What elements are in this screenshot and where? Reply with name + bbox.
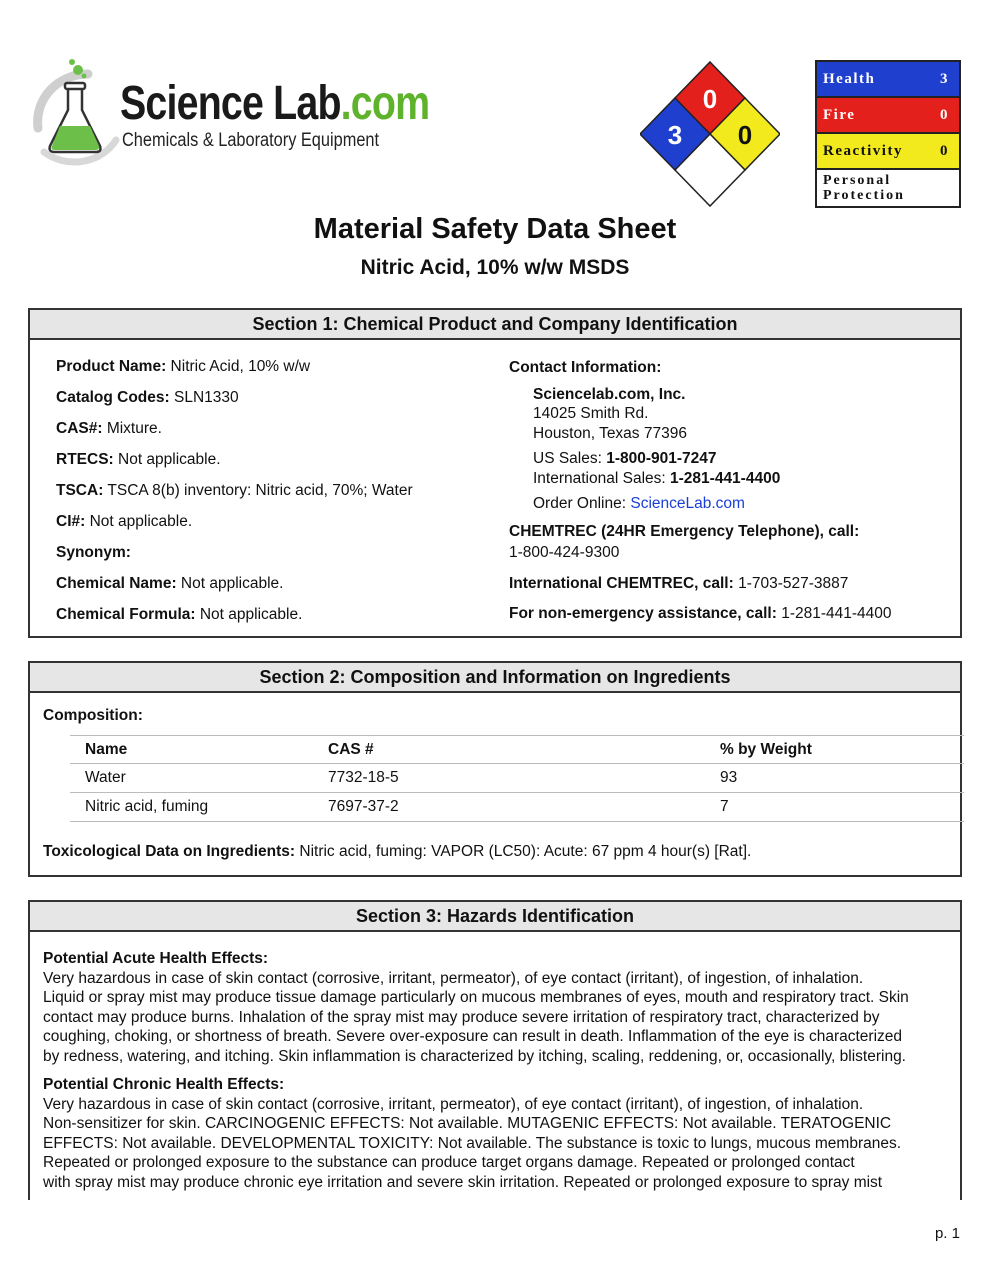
tsca-row: TSCA: TSCA 8(b) inventory: Nitric acid, 70%; Water xyxy=(56,482,413,499)
logo-tagline: Chemicals & Laboratory Equipment xyxy=(122,130,380,151)
section-3-heading: Section 3: Hazards Identification xyxy=(30,902,960,932)
catalog-codes-row: Catalog Codes: SLN1330 xyxy=(56,389,239,406)
table-row: Nitric acid, fuming 7697-37-2 7 xyxy=(70,793,964,822)
us-sales: US Sales: 1-800-901-7247 xyxy=(533,450,717,467)
acute-effects: Potential Acute Health Effects: Very hazardous in case of skin contact (corrosive, irritant, permeator), of eye contact (irritant), of ingestion, of inhalation. Liquid or spray mist may produce tissue damage particularly on mucous membranes of eyes, mouth and respiratory tract. Skin contact may produce burns. Inhalation of the spray mist may produce severe irritation of respiratory tract, characterized by coughing, choking, or shortness of breath. Severe over-exposure can result in death. Inflammation of the eye is characterized by redness, watering, and itching. Skin inflammation is characterized by itching, scaling, reddening, or, occasionally, blistering. xyxy=(43,950,909,1065)
section-1-heading: Section 1: Chemical Product and Company Identification xyxy=(30,310,960,340)
flask-icon xyxy=(28,58,124,168)
non-emergency-assistance: For non-emergency assistance, call: 1-281-441-4400 xyxy=(509,605,892,622)
hmis-fire-row: Fire 0 xyxy=(817,98,959,134)
chronic-effects: Potential Chronic Health Effects: Very hazardous in case of skin contact (corrosive, irritant, permeator), of eye contact (irritant), of ingestion, of inhalation. Non-sensitizer for skin. CARCINOGENIC EFFECTS: Not available. MUTAGENIC EFFECTS: Not available. TERATOGENIC EFFECTS: Not available. DEVELOPMENTAL TOXICITY: Not available. The substance is toxic to lungs, mucous membranes. Repeated or prolonged exposure to the substance can produce target organs damage. Repeated or prolonged contact with spray mist may produce chronic eye irritation and severe skin irritation. Repeated or prolonged exposure to spray mist xyxy=(43,1076,902,1191)
hmis-health-row: Health 3 xyxy=(817,62,959,98)
international-sales: International Sales: 1-281-441-4400 xyxy=(533,469,781,487)
chemical-name-row: Chemical Name: Not applicable. xyxy=(56,575,284,592)
rtecs-row: RTECS: Not applicable. xyxy=(56,451,221,468)
cas-row: CAS#: Mixture. xyxy=(56,420,162,437)
order-online: Order Online: ScienceLab.com xyxy=(533,495,745,512)
international-chemtrec: International CHEMTREC, call: 1-703-527-3887 xyxy=(509,574,849,592)
synonym-row: Synonym: xyxy=(56,544,131,561)
toxicological-data: Toxicological Data on Ingredients: Nitric acid, fuming: VAPOR (LC50): Acute: 67 ppm 4 hour(s) [Rat]. xyxy=(43,843,752,860)
sciencelab-logo xyxy=(28,58,430,168)
product-identification xyxy=(56,358,413,637)
address-line-2: Houston, Texas 77396 xyxy=(533,424,687,442)
ingredients-table xyxy=(70,735,964,822)
column-header-cas: CAS # xyxy=(328,740,374,758)
sciencelab-link[interactable]: ScienceLab.com xyxy=(630,495,745,512)
chemical-formula-row: Chemical Formula: Not applicable. xyxy=(56,606,303,623)
product-name-row: Product Name: Nitric Acid, 10% w/w xyxy=(56,358,311,375)
ci-row: CI#: Not applicable. xyxy=(56,513,193,530)
chemtrec-number: 1-800-424-9300 xyxy=(509,544,620,561)
nfpa-reactivity-value: 0 xyxy=(737,120,753,150)
hmis-rating-table xyxy=(815,60,961,208)
table-row: Water 7732-18-5 93 xyxy=(70,764,964,793)
hazards-body xyxy=(43,949,958,1201)
nfpa-health-value: 3 xyxy=(667,120,683,150)
chemtrec-label: CHEMTREC (24HR Emergency Telephone), call: xyxy=(509,522,860,540)
section-2 xyxy=(28,661,962,877)
composition-label: Composition: xyxy=(43,707,143,724)
logo-wordmark: Science Lab.com xyxy=(120,77,430,130)
contact-heading: Contact Information: xyxy=(509,359,662,376)
section-3 xyxy=(28,900,962,1200)
document-subtitle: Nitric Acid, 10% w/w MSDS xyxy=(360,256,630,279)
hmis-reactivity-row: Reactivity 0 xyxy=(817,134,959,170)
address-line-1: 14025 Smith Rd. xyxy=(533,405,649,422)
hmis-ppe-row: Personal Protection xyxy=(817,170,959,206)
section-2-heading: Section 2: Composition and Information on Ingredients xyxy=(30,663,960,693)
section-1 xyxy=(28,308,962,638)
page-number: p. 1 xyxy=(934,1225,960,1242)
table-header-row xyxy=(70,735,964,764)
contact-information xyxy=(509,358,892,624)
company-name: Sciencelab.com, Inc. xyxy=(533,385,686,403)
column-header-name: Name xyxy=(85,740,128,758)
nfpa-fire-value: 0 xyxy=(702,84,718,114)
column-header-weight: % by Weight xyxy=(720,740,812,758)
nfpa-diamond xyxy=(640,60,780,208)
document-title: Material Safety Data Sheet xyxy=(313,213,677,245)
